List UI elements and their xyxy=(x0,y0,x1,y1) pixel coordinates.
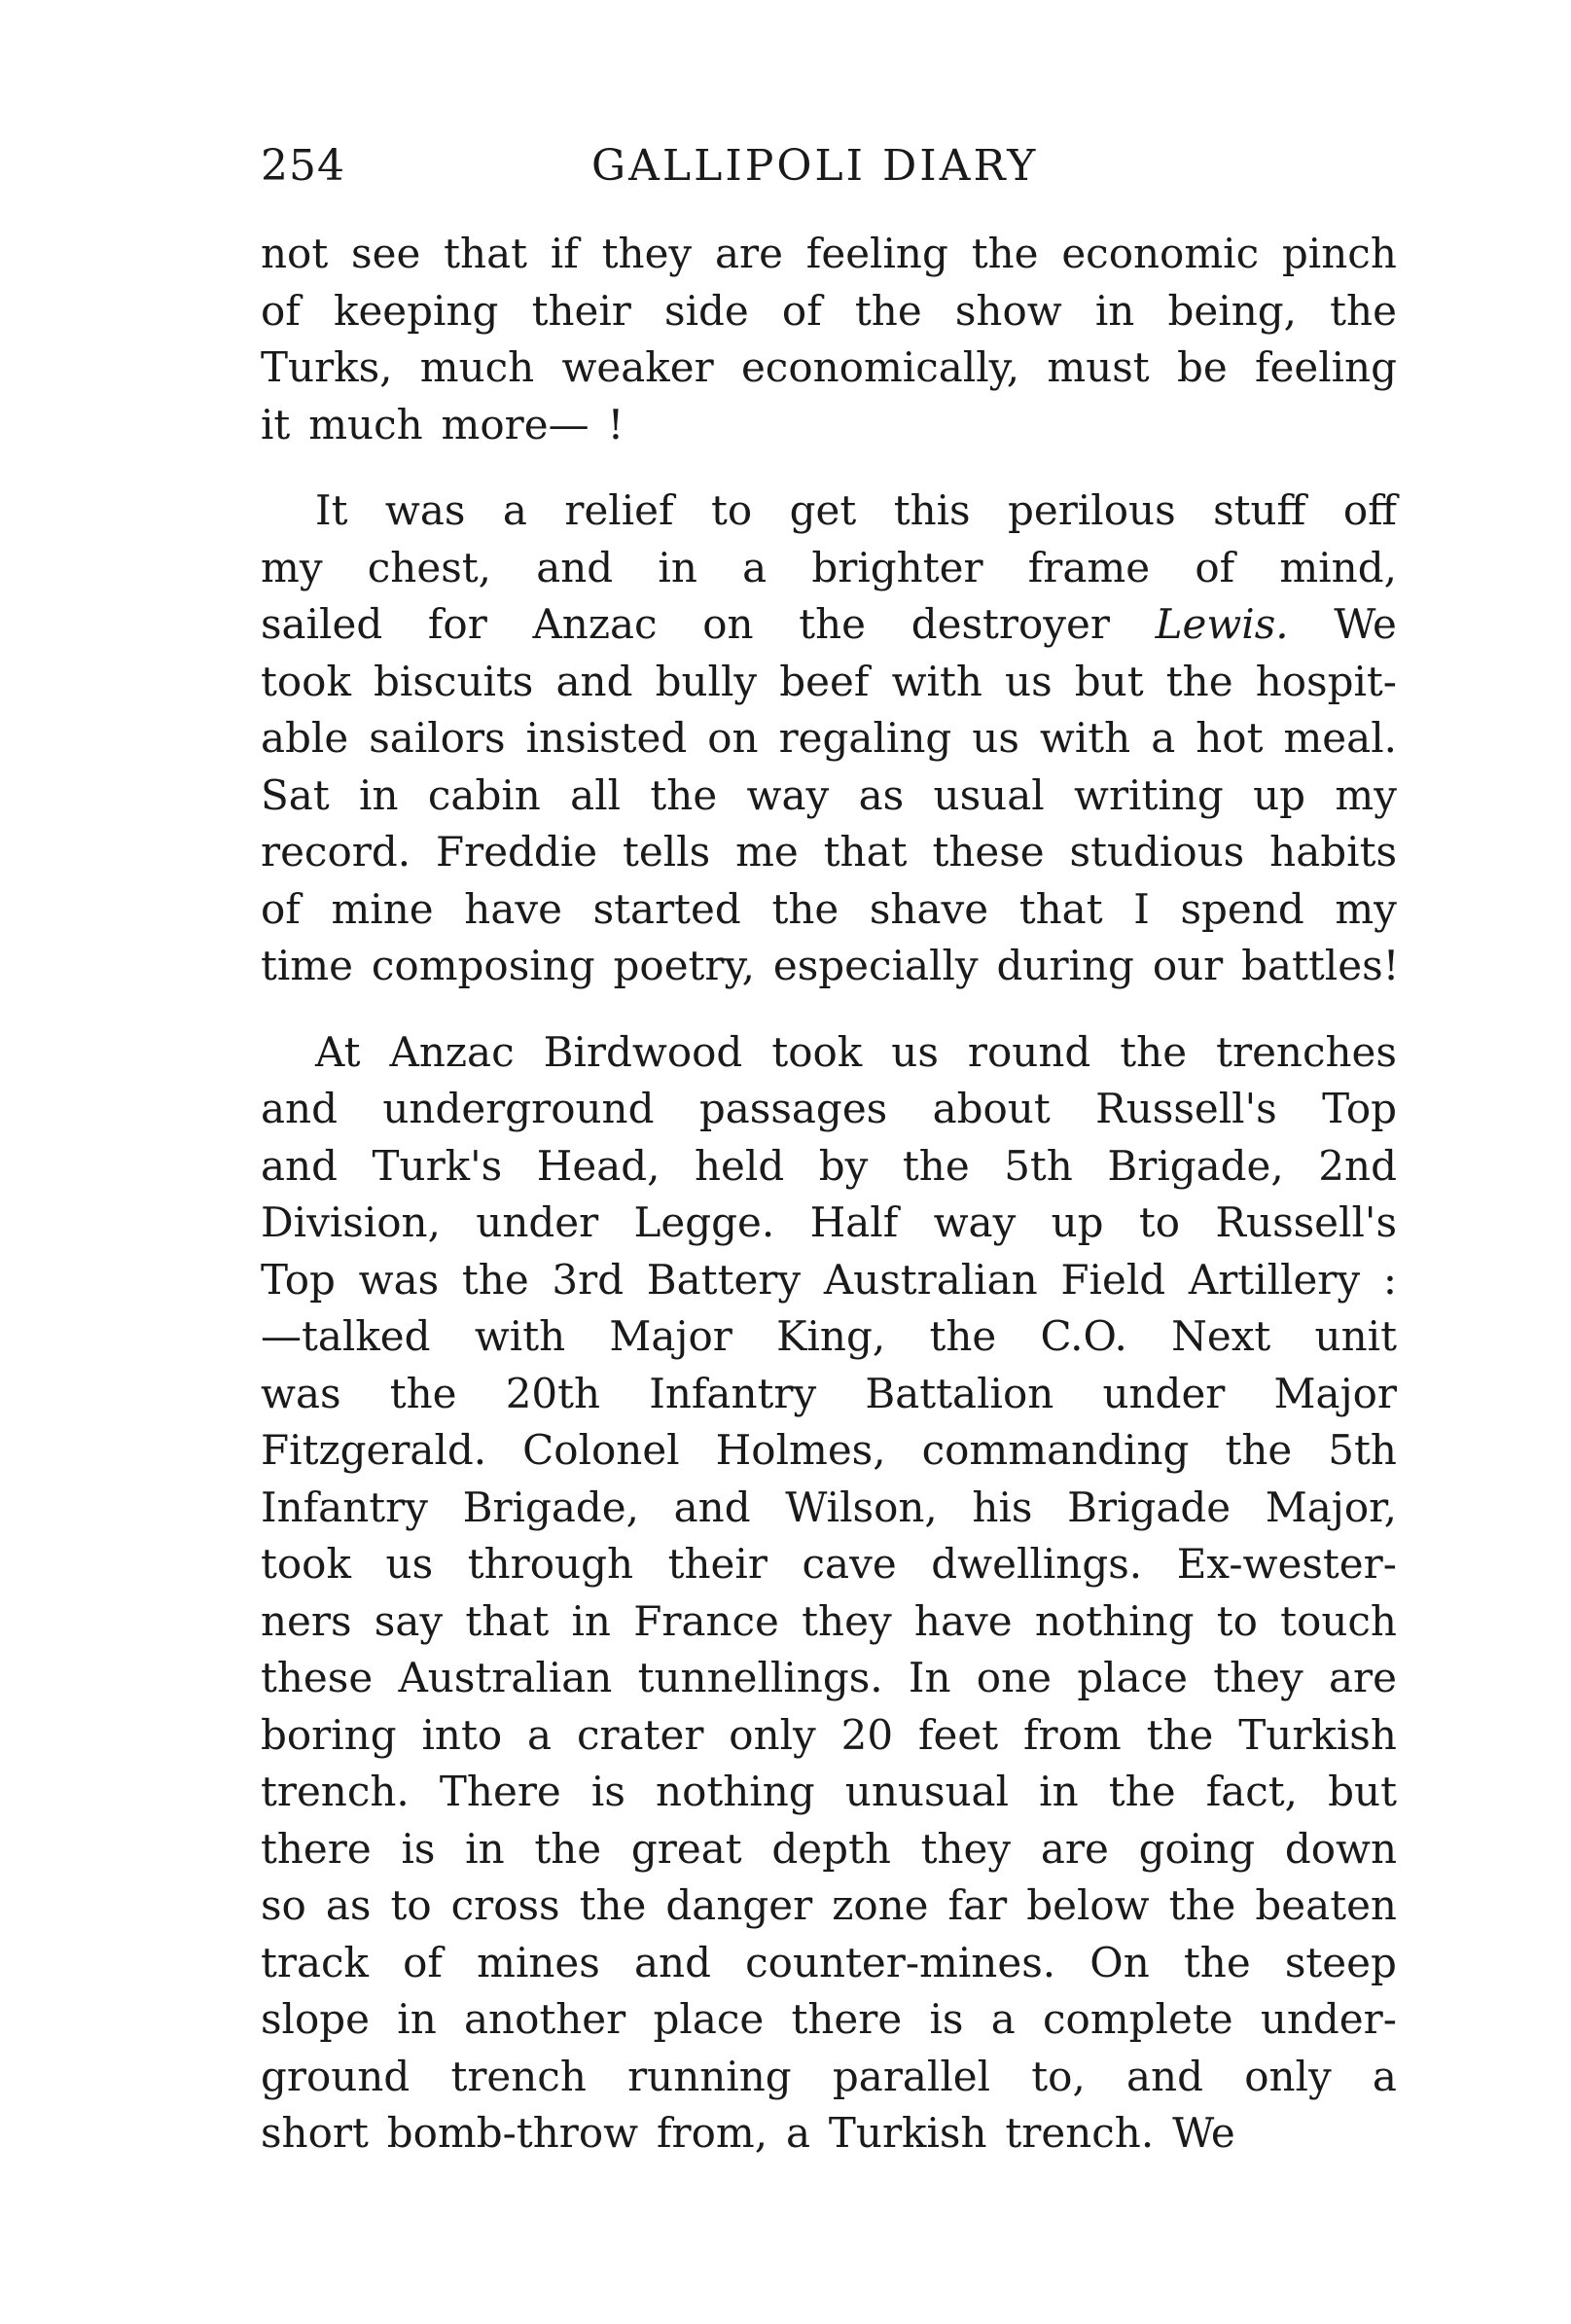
text-line: took us through their cave dwellings. Ex-wester- xyxy=(261,1540,1397,1588)
page-header xyxy=(261,141,1399,199)
text-line: and underground passages about Russell's Top xyxy=(261,1085,1397,1132)
body-text xyxy=(261,226,1400,2163)
text-line: so as to cross the danger zone far below the beaten xyxy=(261,1881,1397,1929)
text-line: there is in the great depth they are going down xyxy=(261,1824,1397,1873)
text-line: record. Freddie tells me that these studious habits xyxy=(261,828,1397,876)
paragraph xyxy=(261,1024,1397,2163)
text-line: Fitzgerald. Colonel Holmes, commanding the 5th xyxy=(261,1426,1397,1474)
running-title: GALLIPOLI DIARY xyxy=(591,141,1039,191)
text-line: of mine have started the shave that I spend my xyxy=(261,884,1397,933)
text-line: Top was the 3rd Battery Australian Field Artillery : xyxy=(261,1255,1397,1304)
text-line: not see that if they are feeling the economic pinch xyxy=(261,230,1397,277)
text-line: time composing poetry, especially during our battles! xyxy=(261,942,1400,989)
text-line: was the 20th Infantry Battalion under Major xyxy=(261,1369,1397,1417)
text-line: ners say that in France they have nothing to touch xyxy=(261,1596,1397,1645)
text-line: trench. There is nothing unusual in the fact, but xyxy=(261,1768,1397,1815)
text-line: ground trench running parallel to, and only a xyxy=(261,2052,1397,2100)
text-line: —talked with Major King, the C.O. Next unit xyxy=(261,1312,1397,1360)
text-line: short bomb-throw from, a Turkish trench. We xyxy=(261,2109,1235,2157)
paragraph xyxy=(261,226,1397,453)
text-line: and Turk's Head, held by the 5th Brigade, 2nd xyxy=(261,1141,1397,1190)
paragraph xyxy=(261,483,1400,995)
text-line: Division, under Legge. Half way up to Russell's xyxy=(261,1198,1397,1246)
text-line: Turks, much weaker economically, must be feeling xyxy=(261,343,1397,391)
text-line: boring into a crater only 20 feet from the Turkish xyxy=(261,1710,1397,1759)
paragraph-gap xyxy=(261,453,1397,483)
text-line: track of mines and counter-mines. On the steep xyxy=(261,1938,1397,1986)
text-line: it much more— ! xyxy=(261,400,625,448)
text-line: of keeping their side of the show in being, the xyxy=(261,286,1397,335)
text-line: my chest, and in a brighter frame of mind, xyxy=(261,543,1397,591)
text-line: It was a relief to get this perilous stuff off xyxy=(315,486,1397,534)
text-line: At Anzac Birdwood took us round the trenches xyxy=(315,1027,1397,1076)
text-line: slope in another place there is a complete under- xyxy=(261,1995,1397,2043)
text-line: took biscuits and bully beef with us but the hospit- xyxy=(261,657,1397,705)
text-line: Sat in cabin all the way as usual writing up my xyxy=(261,770,1397,819)
text-line: able sailors insisted on regaling us with a hot meal. xyxy=(261,714,1397,762)
text-line: sailed for Anzac on the destroyer Lewis. We xyxy=(261,600,1397,648)
paragraph-gap xyxy=(261,995,1397,1024)
text-line: Infantry Brigade, and Wilson, his Brigade Major, xyxy=(261,1483,1397,1531)
page-number: 254 xyxy=(261,141,345,191)
text-line: these Australian tunnellings. In one place they are xyxy=(261,1654,1397,1701)
